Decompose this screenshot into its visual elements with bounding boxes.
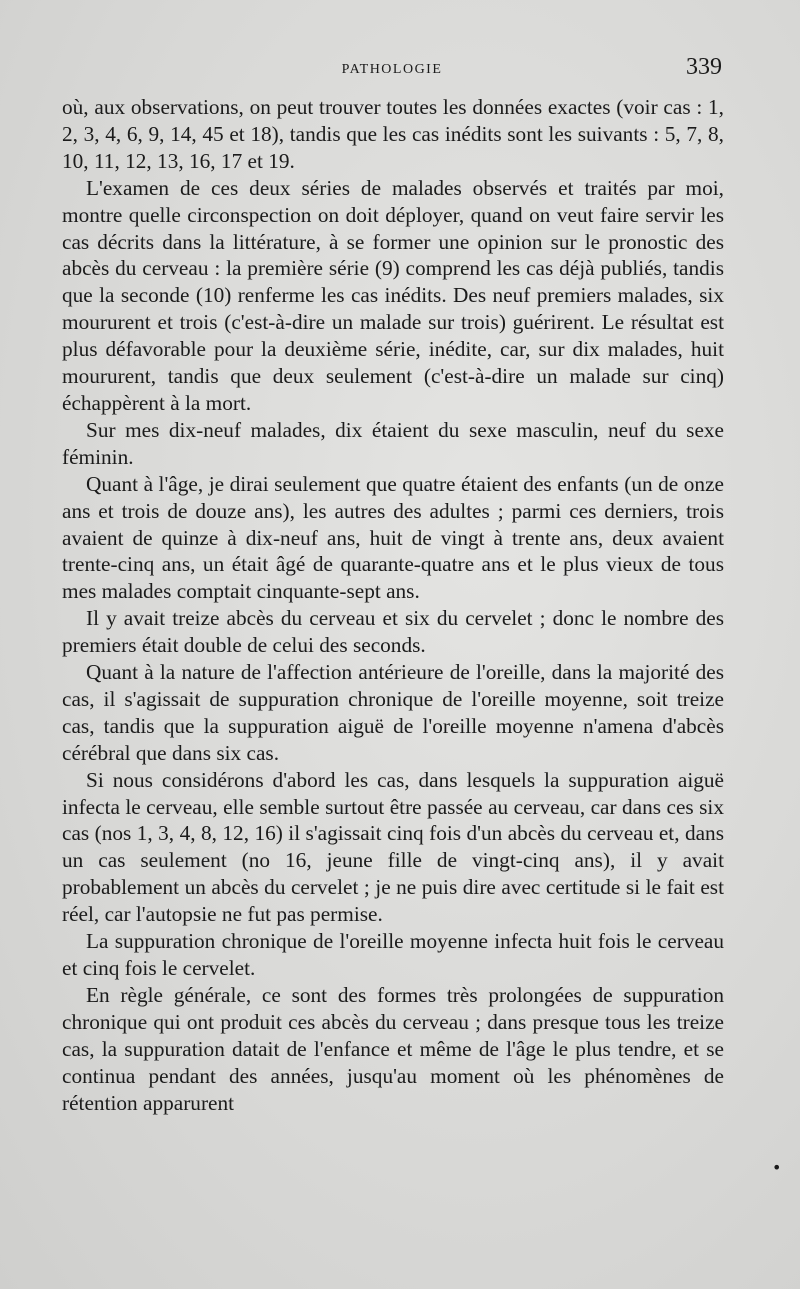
paragraph-acute-suppuration: Si nous considérons d'abord les cas, dans lesquels la suppuration aiguë infecta le cerveau, elle semble surtout être passée au cerveau, car dans ces six cas (nos 1, 3, 4, 8, 12, 16) il s'agissait cinq fois d'un abcès du cerveau et, dans un cas seulement (no 16, jeune fille de vingt-cinq ans), il y avait probablement un abcès du cervelet ; je ne puis dire avec certitude si le fait est réel, car l'autopsie ne fut pas permise. [62,767,724,927]
paragraph-sex: Sur mes dix-neuf malades, dix étaient du sexe masculin, neuf du sexe féminin. [62,417,724,469]
paragraph-series-comparison: L'examen de ces deux séries de malades observés et traités par moi, montre quelle circonspection on doit déployer, quand on veut faire servir les cas décrits dans la littérature, à se former une opinion sur le pronostic des abcès du cerveau : la première série (9) comprend les cas déjà publiés, tandis que la seconde (10) renferme les cas inédits. Des neuf premiers malades, six moururent et trois (c'est-à-dire un malade sur trois) guérirent. Le résultat est plus défavorable pour la deuxième série, inédite, car, sur dix malades, huit moururent, tandis que deux seulement (c'est-à-dire un malade sur cinq) échappèrent à la mort. [62,175,724,415]
margin-mark: • [772,1158,782,1177]
paragraph-chronic-suppuration: La suppuration chronique de l'oreille moyenne infecta huit fois le cerveau et cinq fois le cervelet. [62,929,724,980]
paragraph-ear-affection: Quant à la nature de l'affection antérieure de l'oreille, dans la majorité des cas, il s'agissait de suppuration chronique de l'oreille moyenne, soit treize cas, tandis que la suppuration aiguë de l'oreille moyenne n'amena d'abcès cérébral que dans six cas. [62,660,724,765]
paragraph-abscess-count: Il y avait treize abcès du cerveau et six du cervelet ; donc le nombre des premiers était double de celui des seconds. [62,606,724,658]
paragraph-general-rule: En règle générale, ce sont des formes très prolongées de suppuration chronique qui ont produit ces abcès du cerveau ; dans presque tous les treize cas, la suppuration datait de l'enfance et même de l'âge le plus tendre, et se continua pendant des années, jusqu'au moment où les phénomènes de rétention apparurent [62,982,724,1115]
paragraph-continuation: où, aux observations, on peut trouver toutes les données exactes (voir cas : 1, 2, 3, 4, 6, 9, 14, 45 et 18), tandis que les cas inédits sont les suivants : 5, 7, 8, 10, 11, 12, 13, 16, 17 et 19. [62,95,724,173]
body-text [62,94,724,1116]
page-header [62,54,722,84]
page-number: 339 [686,54,722,80]
paragraph-age: Quant à l'âge, je dirai seulement que quatre étaient des enfants (un de onze ans et trois de douze ans), les autres des adultes ; parmi ces derniers, trois avaient de quinze à dix-neuf ans, huit de vingt à trente ans, deux avaient trente-cinq ans, un était âgé de quarante-quatre ans et le plus vieux de tous mes malades comptait cinquante-sept ans. [62,471,724,604]
running-head: PATHOLOGIE [341,62,443,77]
